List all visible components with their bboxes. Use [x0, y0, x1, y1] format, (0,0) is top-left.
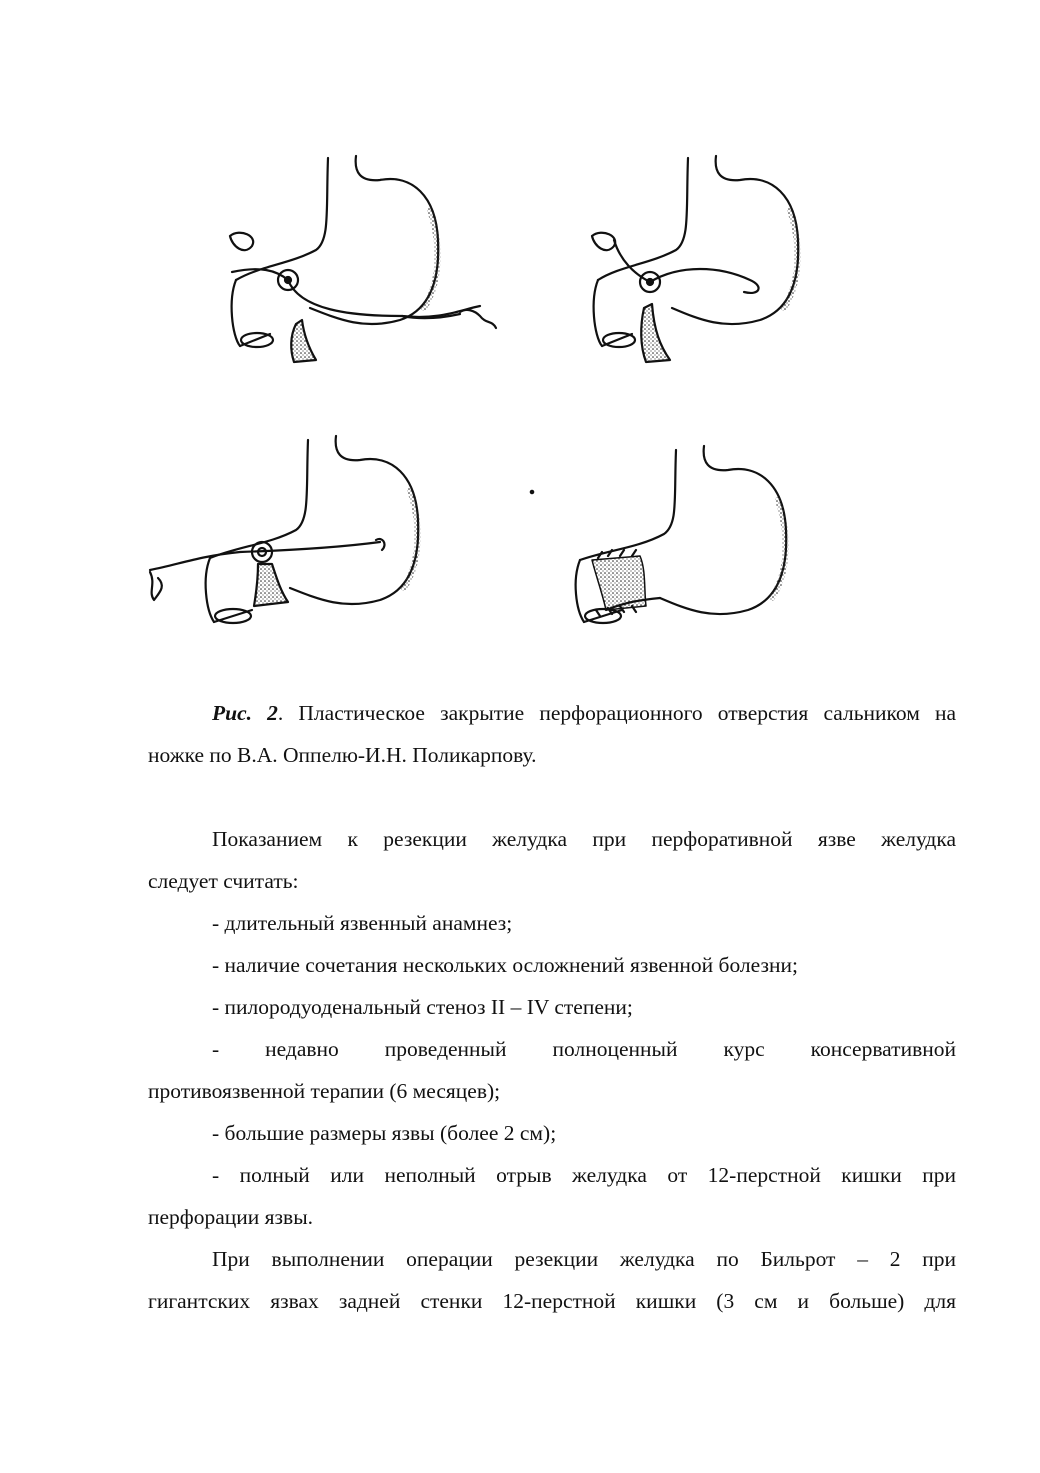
list-item-5: - большие размеры язвы (более 2 см); — [212, 1121, 557, 1145]
paragraph-2-line-1: При выполнении операции резекции желудка по Бильрот – 2 при — [212, 1247, 956, 1271]
list-item-4-line-1: - недавно проведенный полноценный курс консервативной — [212, 1037, 956, 1061]
figure-caption — [148, 692, 956, 776]
caption-line-2: ножке по В.А. Оппелю-И.Н. Поликарпову. — [148, 743, 537, 767]
body-text — [148, 818, 956, 1322]
figure-stomach-drawings — [140, 140, 820, 660]
list-item-3: - пилородуоденальный стеноз II – IV степени; — [212, 995, 633, 1019]
list-item-6-line-2: перфорации язвы. — [148, 1205, 314, 1229]
paragraph-2-line-2: гигантских язвах задней стенки 12-перстной кишки (3 см и больше) для — [148, 1289, 956, 1313]
paragraph-1-line-2: следует считать: — [148, 869, 299, 893]
list-item-6-line-1: - полный или неполный отрыв желудка от 12-перстной кишки при — [212, 1163, 956, 1187]
drawing-2 — [592, 156, 798, 362]
drawing-1 — [230, 156, 496, 362]
drawing-4 — [576, 446, 787, 623]
list-item-1: - длительный язвенный анамнез; — [212, 911, 513, 935]
drawing-3 — [150, 436, 418, 623]
paragraph-1-line-1: Показанием к резекции желудка при перфоративной язве желудка — [212, 827, 956, 851]
list-item-2: - наличие сочетания нескольких осложнений язвенной болезни; — [212, 953, 798, 977]
stomach-illustrations — [140, 140, 820, 660]
caption-line-1 — [148, 692, 956, 734]
caption-text: . Пластическое закрытие перфорационного отверстия сальником на — [277, 701, 956, 725]
caption-figure-number: Рис. 2 — [212, 701, 278, 725]
list-item-4-line-2: противоязвенной терапии (6 месяцев); — [148, 1079, 501, 1103]
